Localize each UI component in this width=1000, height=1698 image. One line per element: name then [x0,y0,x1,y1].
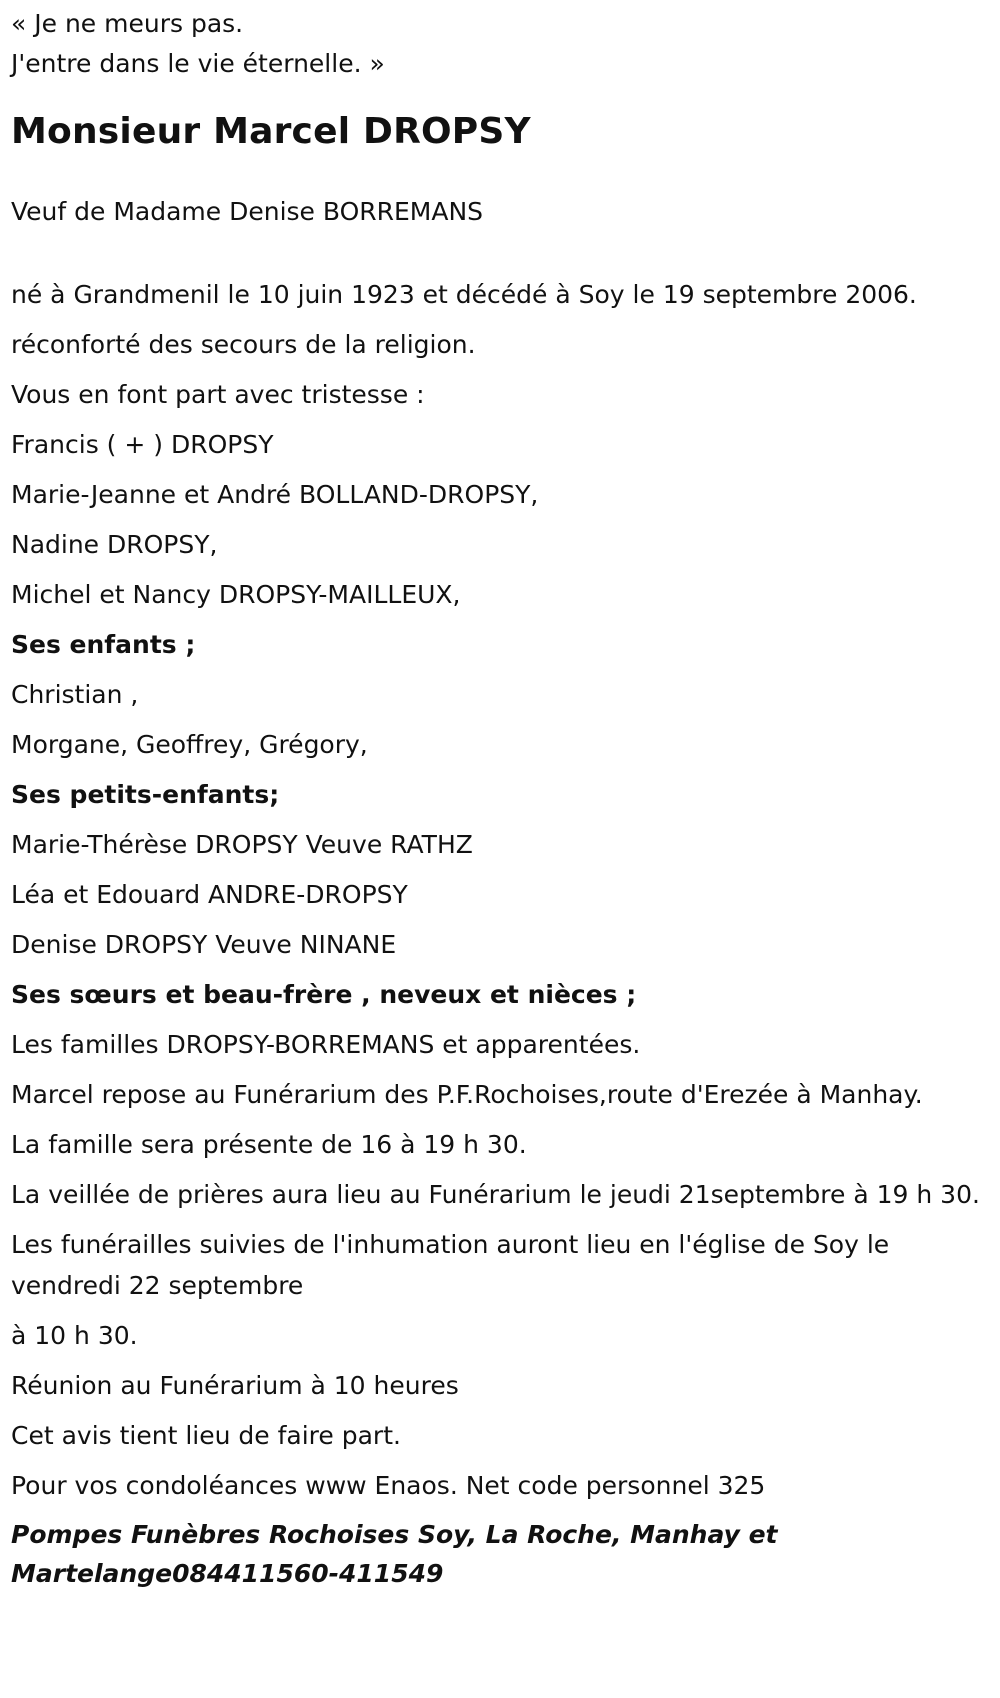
section-heading-children: Ses enfants ; [11,630,196,659]
condolences-line: Pour vos condoléances www Enaos. Net code personnel 325 [11,1471,766,1500]
funeral-home-footer: Pompes Funèbres Rochoises Soy, La Roche, Manhay et Martelange084411560-411549 [11,1520,778,1588]
religion-line: réconforté des secours de la religion. [11,330,476,359]
widow-of: Veuf de Madame Denise BORREMANS [11,197,484,226]
repose-line: Marcel repose au Funérarium des P.F.Rochoises,route d'Erezée à Manhay. [11,1080,923,1109]
family-member: Marie-Jeanne et André BOLLAND-DROPSY, [11,480,539,509]
notice-body [11,274,990,1506]
families-line: Les familles DROPSY-BORREMANS et apparentées. [11,1030,641,1059]
birth-death-line: né à Grandmenil le 10 juin 1923 et décédé à Soy le 19 septembre 2006. [11,280,917,309]
quote-line-2: J'entre dans le vie éternelle. » [11,49,385,78]
presence-line: La famille sera présente de 16 à 19 h 30. [11,1130,527,1159]
family-member: Christian , [11,680,139,709]
notice-line: Cet avis tient lieu de faire part. [11,1421,401,1450]
vigil-line: La veillée de prières aura lieu au Funérarium le jeudi 21septembre à 19 h 30. [11,1180,980,1209]
section-heading-grandchildren: Ses petits-enfants; [11,780,280,809]
announcement-line: Vous en font part avec tristesse : [11,380,425,409]
meeting-line: Réunion au Funérarium à 10 heures [11,1371,459,1400]
section-heading-siblings: Ses sœurs et beau-frère , neveux et nièces ; [11,980,637,1009]
funeral-line: Les funérailles suivies de l'inhumation auront lieu en l'église de Soy le vendredi 22 septembre [11,1230,890,1300]
family-member: Michel et Nancy DROPSY-MAILLEUX, [11,580,461,609]
family-member: Morgane, Geoffrey, Grégory, [11,730,368,759]
family-member: Nadine DROPSY, [11,530,218,559]
family-member: Léa et Edouard ANDRE-DROPSY [11,880,408,909]
family-member: Francis ( + ) DROPSY [11,430,274,459]
family-member: Denise DROPSY Veuve NINANE [11,930,397,959]
funeral-time-line: à 10 h 30. [11,1321,138,1350]
family-member: Marie-Thérèse DROPSY Veuve RATHZ [11,830,473,859]
quote-line-1: « Je ne meurs pas. [11,9,244,38]
deceased-name: Monsieur Marcel DROPSY [11,111,531,152]
